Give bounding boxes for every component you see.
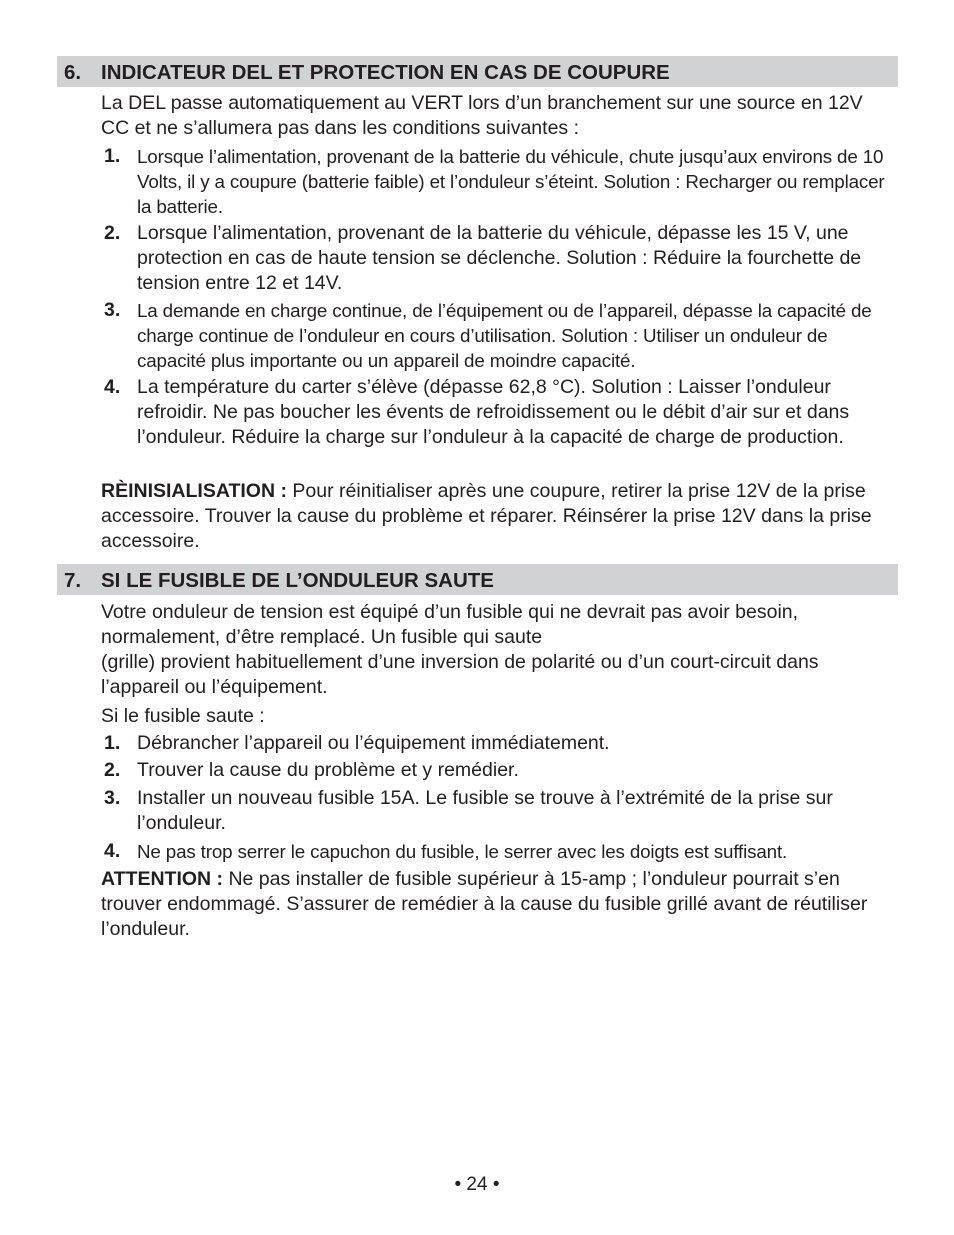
item-number: 2. [104,222,121,244]
item-text: Lorsque l’alimentation, provenant de la batterie du véhicule, dépasse les 15 V, une protection en cas de haute tension se déclenche. Solution : Réduire la fourchette de tension entre 12 et 14V. [137,222,862,294]
attention-text: Ne pas installer de fusible supérieur à 15-amp ; l’onduleur pourrait s’en trouver endommagé. S’assurer de remédier à la cause du fusible grillé avant de réutiliser l’onduleur. [101,868,868,940]
attention-label: ATTENTION : [101,868,224,890]
page-number: • 24 • [454,1174,500,1195]
reset-label: RÈINISIALISATION : [101,480,287,502]
section-7-title: SI LE FUSIBLE DE L’ONDULEUR SAUTE [101,569,494,592]
if-fuse-blows: Si le fusible saute : [101,705,265,727]
item-number: 3. [104,787,121,809]
section-6-number: 6. [64,61,82,84]
section-7-intro-1: Votre onduleur de tension est équipé d’un fusible qui ne devrait pas avoir besoin, normalement, d’être remplacé. Un fusible qui saute [101,601,799,648]
item-number: 1. [104,732,121,754]
item-text: La température du carter s’élève (dépasse 62,8 °C). Solution : Laisser l’onduleur refroidir. Ne pas boucher les évents de refroidissement ou le débit d’air sur et dans l’onduleur. Réduire la charge sur l’onduleur à la capacité de charge de production. [137,376,850,448]
attention-paragraph [101,867,896,942]
item-number: 1. [104,145,121,167]
section-6-intro: La DEL passe automatiquement au VERT lors d’un branchement sur une source en 12V CC et ne s’allumera pas dans les conditions suivantes : [101,92,863,139]
item-text: Lorsque l’alimentation, provenant de la batterie du véhicule, chute jusqu’aux environs de 10 Volts, il y a coupure (batterie faible) et l’onduleur s’éteint. Solution : Recharger ou remplacer la batterie. [137,146,885,217]
section-6-title: INDICATEUR DEL ET PROTECTION EN CAS DE COUPURE [101,61,670,84]
item-number: 2. [104,759,121,781]
item-text: Ne pas trop serrer le capuchon du fusible, le serrer avec les doigts est suffisant. [137,841,788,862]
item-number: 4. [104,376,121,398]
item-text: La demande en charge continue, de l’équipement ou de l’appareil, dépasse la capacité de charge continue de l’onduleur en cours d’utilisation. Solution : Utiliser un onduleur de capacité plus importante ou un appareil de moindre capacité. [137,300,872,371]
section-7-intro-2: (grille) provient habituellement d’une inversion de polarité ou d’un court-circuit dans l’appareil ou l’équipement. [101,651,819,698]
section-6-header [57,56,898,87]
item-text: Trouver la cause du problème et y remédier. [137,759,519,781]
item-number: 4. [104,840,121,862]
item-number: 3. [104,299,121,321]
section-7-header [57,564,898,595]
reset-paragraph [101,479,896,554]
reset-text: Pour réinitialiser après une coupure, retirer la prise 12V de la prise accessoire. Trouver la cause du problème et réparer. Réinsérer la prise 12V dans la prise accessoire. [101,480,872,552]
section-7-number: 7. [64,569,82,592]
item-text: Installer un nouveau fusible 15A. Le fusible se trouve à l’extrémité de la prise sur l’onduleur. [137,787,833,834]
item-text: Débrancher l’appareil ou l’équipement immédiatement. [137,732,610,754]
